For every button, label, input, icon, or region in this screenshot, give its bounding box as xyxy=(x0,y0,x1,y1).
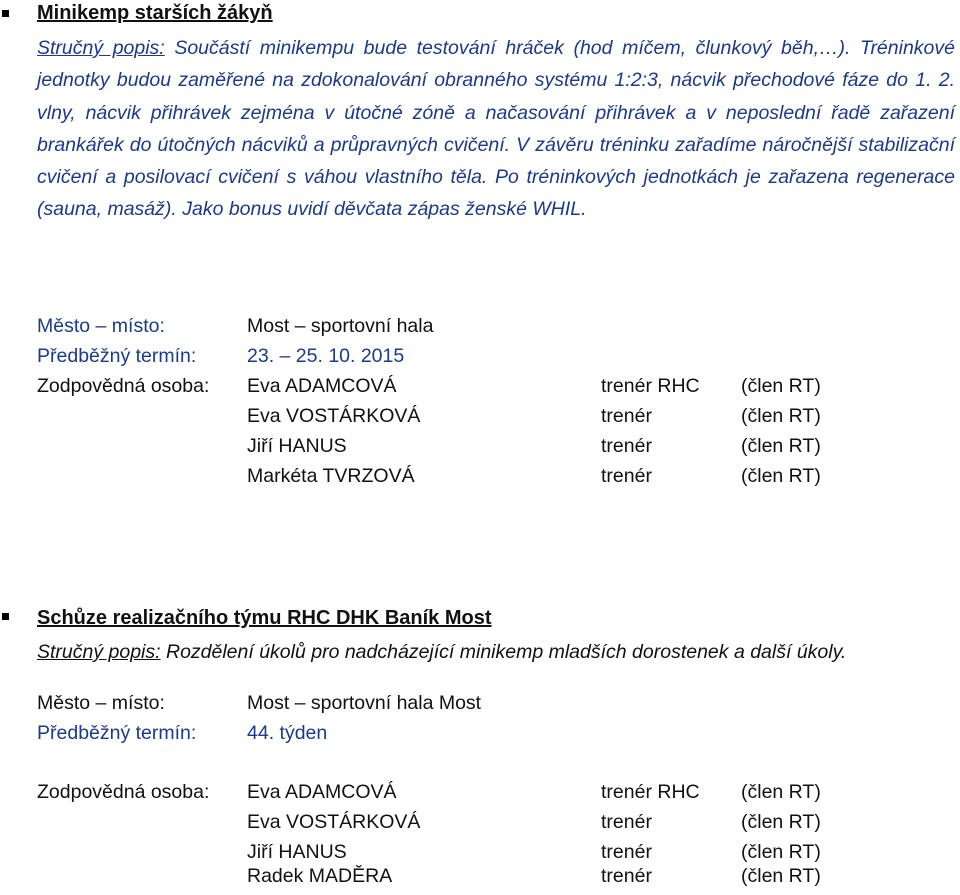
person-name: Markéta TVRZOVÁ xyxy=(247,465,415,487)
person-name: Eva VOSTÁRKOVÁ xyxy=(247,811,421,833)
place-label: Město – místo: xyxy=(37,692,165,714)
person-role: trenér RHC xyxy=(601,375,700,397)
place-value: Most – sportovní hala Most xyxy=(247,692,482,714)
person-member: (člen RT) xyxy=(741,375,821,397)
place-value: Most – sportovní hala xyxy=(247,315,434,337)
person-name: Jiří HANUS xyxy=(247,841,347,863)
person-label: Zodpovědná osoba: xyxy=(37,375,210,397)
section-description xyxy=(37,32,955,226)
person-member: (člen RT) xyxy=(741,781,821,803)
place-row xyxy=(0,315,960,345)
person-name: Radek MADĚRA xyxy=(247,865,393,887)
person-role: trenér xyxy=(601,435,652,457)
person-role: trenér xyxy=(601,465,652,487)
person-role: trenér RHC xyxy=(601,781,700,803)
date-value: 44. týden xyxy=(247,722,328,744)
person-row xyxy=(0,781,960,811)
date-row xyxy=(0,345,960,375)
person-label: Zodpovědná osoba: xyxy=(37,781,210,803)
section-title: Schůze realizačního týmu RHC DHK Baník Most xyxy=(37,607,492,629)
person-name: Eva VOSTÁRKOVÁ xyxy=(247,405,421,427)
person-row xyxy=(0,465,960,495)
person-row xyxy=(0,405,960,435)
description-text: Rozdělení úkolů pro nadcházející minikemp mladších dorostenek a další úkoly. xyxy=(160,641,847,663)
date-label: Předběžný termín: xyxy=(37,345,197,367)
person-name: Eva ADAMCOVÁ xyxy=(247,781,397,803)
place-label: Město – místo: xyxy=(37,315,165,337)
person-member: (člen RT) xyxy=(741,811,821,833)
description-label: Stručný popis: xyxy=(37,641,161,663)
person-row xyxy=(0,811,960,841)
person-member: (člen RT) xyxy=(741,405,821,427)
place-row xyxy=(0,692,960,722)
date-value: 23. – 25. 10. 2015 xyxy=(247,345,405,367)
person-name: Jiří HANUS xyxy=(247,435,347,457)
person-name: Eva ADAMCOVÁ xyxy=(247,375,397,397)
section-title: Minikemp starších žákyň xyxy=(37,2,273,24)
person-row xyxy=(0,865,960,895)
person-role: trenér xyxy=(601,811,652,833)
person-role: trenér xyxy=(601,841,652,863)
person-role: trenér xyxy=(601,865,652,887)
person-member: (člen RT) xyxy=(741,465,821,487)
date-label: Předběžný termín: xyxy=(37,722,197,744)
date-row xyxy=(0,722,960,752)
person-role: trenér xyxy=(601,405,652,427)
bullet-icon xyxy=(2,10,9,17)
section-description xyxy=(37,641,846,664)
person-member: (člen RT) xyxy=(741,841,821,863)
person-member: (člen RT) xyxy=(741,865,821,887)
person-member: (člen RT) xyxy=(741,435,821,457)
description-label: Stručný popis: xyxy=(37,37,165,59)
description-text: Součástí minikempu bude testování hráček (hod míčem, člunkový běh,…). Tréninkové jednotky budou zaměřené na zdokonalování obranného systému 1:2:3, nácvik přechodové fáze do 1. 2. vlny, nácvik přihrávek zejména v útočné zóně a načasování přihrávek a v neposlední řadě zařazení brankářek do útočných nácviků a průpravných cvičení. V závěru tréninku zařadíme náročnější stabilizační cvičení a posilovací cvičení s váhou vlastního těla. Po tréninkových jednotkách je zařazena regenerace (sauna, masáž). Jako bonus uvidí děvčata zápas ženské WHIL. xyxy=(37,37,955,221)
person-row xyxy=(0,375,960,405)
bullet-icon xyxy=(2,613,9,620)
person-row xyxy=(0,435,960,465)
